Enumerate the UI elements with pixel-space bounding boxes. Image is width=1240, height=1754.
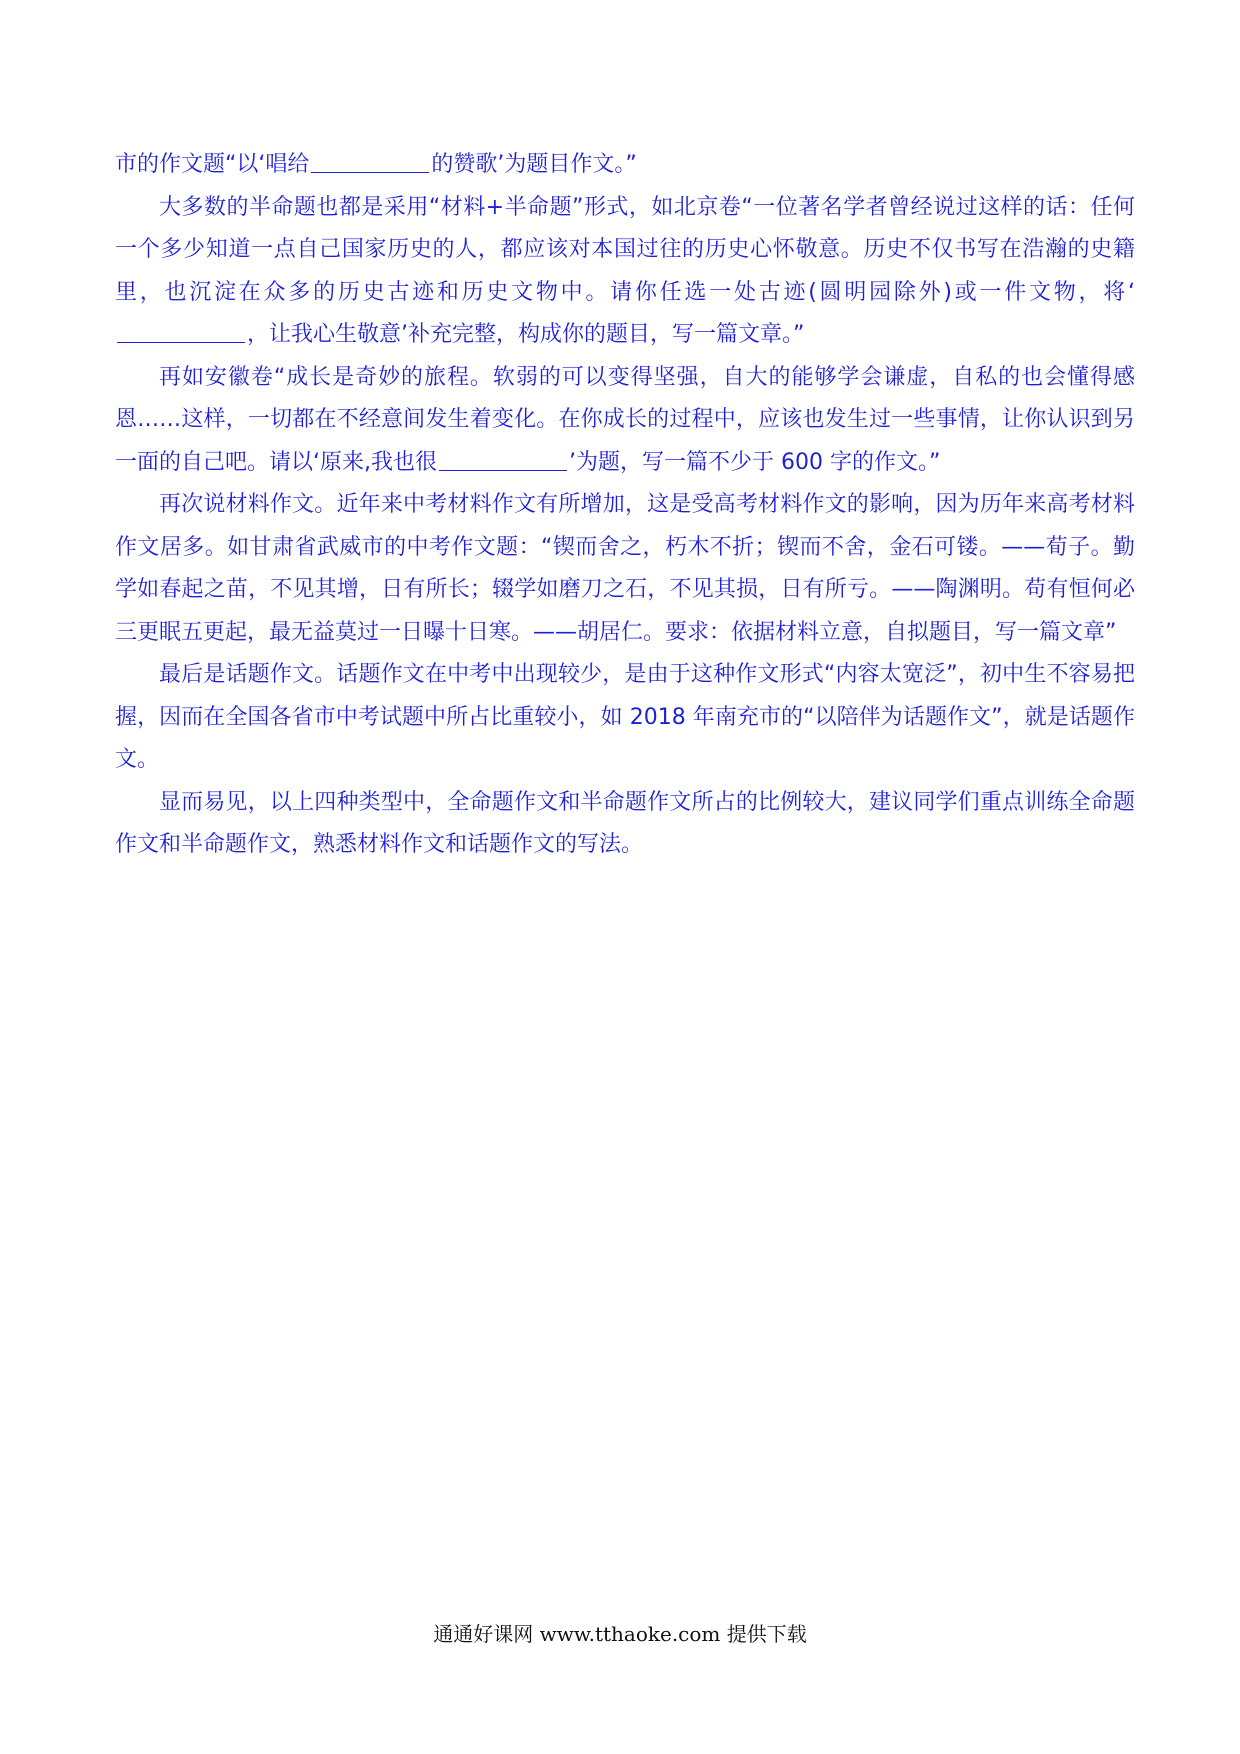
paragraph-continuation <box>115 144 1135 187</box>
paragraph-semi-proposition <box>115 187 1135 357</box>
page-footer: 通通好课网 www.tthaoke.com 提供下载 <box>433 1622 807 1646</box>
fill-in-blank <box>439 446 567 471</box>
document-body <box>115 144 1135 867</box>
paragraph-material-essay: 再次说材料作文。近年来中考材料作文有所增加，这是受高考材料作文的影响，因为历年来高考材料作文居多。如甘肃省武威市的中考作文题：“锲而舍之，朽木不折；锲而不舍，金石可镂。——荀子。勤学如春起之苗，不见其增，日有所长；辍学如磨刀之石，不见其损，日有所亏。——陶渊明。苟有恒何必三更眠五更起，最无益莫过一日曝十日寒。——胡居仁。要求：依据材料立意，自拟题目，写一篇文章” <box>115 492 1135 645</box>
paragraph-text: 再如安徽卷“成长是奇妙的旅程。软弱的可以变得坚强，自大的能够学会谦虚，自私的也会懂得感恩……这样，一切都在不经意间发生着变化。在你成长的过程中，应该也发生过一些事情，让你认识到另一面的自己吧。请以‘原来,我也很 <box>115 364 1135 475</box>
paragraph-text: ，让我心生敬意’补充完整，构成你的题目，写一篇文章。” <box>247 322 805 347</box>
paragraph-conclusion: 显而易见，以上四种类型中，全命题作文和半命题作文所占的比例较大，建议同学们重点训练全命题作文和半命题作文，熟悉材料作文和话题作文的写法。 <box>115 789 1135 857</box>
fill-in-blank <box>311 148 429 173</box>
paragraph-text: 市的作文题“以‘唱给 <box>115 152 310 177</box>
paragraph-text: 的赞歌’为题目作文。” <box>431 152 637 177</box>
fill-in-blank <box>117 318 245 343</box>
paragraph-anhui-example <box>115 357 1135 485</box>
paragraph-text: ’为题，写一篇不少于 600 字的作文。” <box>569 449 941 475</box>
paragraph-topic-essay: 最后是话题作文。话题作文在中考中出现较少，是由于这种作文形式“内容太宽泛”，初中生不容易把握，因而在全国各省市中考试题中所占比重较小，如 2018 年南充市的“以陪伴为话题作文”，就是话题作文。 <box>115 662 1135 772</box>
paragraph-text: 大多数的半命题也都是采用“材料+半命题”形式，如北京卷“一位著名学者曾经说过这样的话：任何一个多少知道一点自己国家历史的人，都应该对本国过往的历史心怀敬意。历史不仅书写在浩瀚的史籍里，也沉淀在众多的历史古迹和历史文物中。请你任选一处古迹(圆明园除外)或一件文物，将‘ <box>115 194 1135 305</box>
